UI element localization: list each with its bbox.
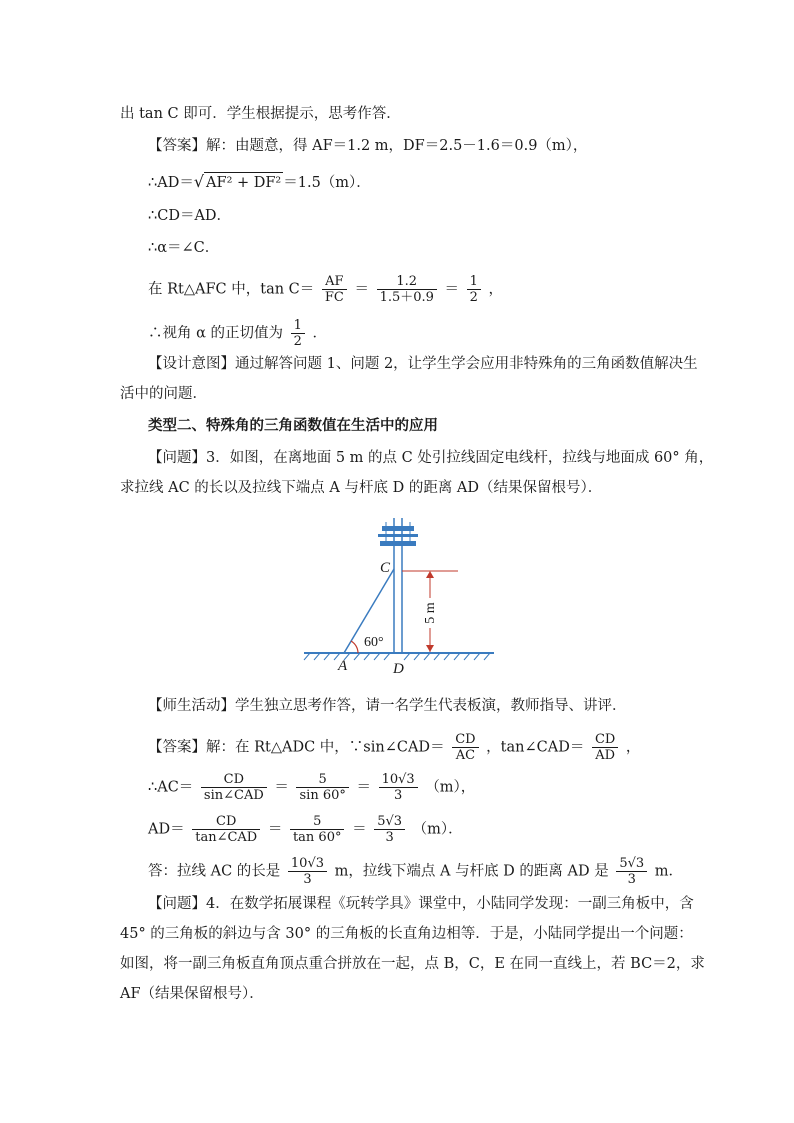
fraction: $\frac{5√3}{3}$ bbox=[374, 814, 405, 845]
formula-line: ∴α＝∠C． bbox=[148, 240, 220, 256]
fraction: $\frac{CD}{AD}$ bbox=[592, 732, 618, 763]
formula-line: ∴AD＝√ AF² + DF² ＝1.5（m）． bbox=[148, 172, 371, 191]
text-line: 求拉线 AC 的长以及拉线下端点 A 与杆底 D 的距离 AD（结果保留根号）． bbox=[120, 480, 603, 496]
text-line: 如图，将一副三角板直角顶点重合拼放在一起，点 B，C，E 在同一直线上，若 BC＝2，求 bbox=[120, 956, 705, 972]
fraction: $\frac{CD}{AC}$ bbox=[452, 732, 478, 763]
answer-label: 【答案】 bbox=[148, 138, 206, 154]
section-heading: 类型二、特殊角的三角函数值在生活中的应用 bbox=[148, 417, 438, 434]
fraction: $\frac{CD}{\text{tan∠CAD}}$ bbox=[192, 814, 260, 845]
fraction: $\frac{10√3}{3}$ bbox=[288, 856, 327, 887]
text-line: 45° 的三角板的斜边与含 30° 的三角板的长直角边相等．于是，小陆同学提出一个问题： bbox=[120, 926, 693, 942]
fraction: $\frac{1.2}{1.5+0.9}$ bbox=[377, 274, 437, 305]
fraction: $\frac{5}{\tan 60^\circ}$ bbox=[290, 814, 345, 845]
text-line: AF（结果保留根号）． bbox=[120, 986, 264, 1002]
formula-line: 在 Rt△AFC 中，tan C＝ $\frac{AF}{FC}$ ＝ $\frac{1.2}{1.5+0.9}$ ＝ $\frac{1}{2}$ ， bbox=[148, 274, 504, 305]
point-d-label: D bbox=[393, 661, 404, 674]
conclusion-line: 答：拉线 AC 的长是 $\frac{10√3}{3}$ m，拉线下端点 A 与杆底 D 的距离 AD 是 $\frac{5√3}{3}$ m． bbox=[148, 856, 684, 887]
formula-line: AD＝ $\frac{CD}{\text{tan∠CAD}}$ ＝ $\frac{5}{\tan 60^\circ}$ ＝ $\frac{5√3}{3}$ （m）． bbox=[148, 814, 463, 845]
question-line: 【问题】4．在数学拓展课程《玩转学具》课堂中，小陆同学发现：一副三角板中，含 bbox=[148, 896, 694, 912]
answer-line: 【答案】解：在 Rt△ADC 中，∵sin∠CAD＝ $\frac{CD}{AC}$ ，tan∠CAD＝ $\frac{CD}{AD}$ ， bbox=[148, 732, 641, 763]
point-a-label: A bbox=[338, 658, 348, 674]
formula-line: ∴AC＝ $\frac{CD}{\text{sin∠CAD}}$ ＝ $\frac{5}{\sin 60^\circ}$ ＝ $\frac{10√3}{3}$ （m）， bbox=[148, 772, 476, 803]
formula-line: ∴CD＝AD． bbox=[148, 208, 232, 224]
fraction: $\frac{1}{2}$ bbox=[467, 274, 481, 305]
fraction: $\frac{CD}{\text{sin∠CAD}}$ bbox=[201, 772, 267, 803]
fraction: $\frac{AF}{FC}$ bbox=[322, 274, 347, 305]
angle-label: 60° bbox=[364, 635, 384, 650]
formula-line: ∴视角 α 的正切值为 $\frac{1}{2}$ ． bbox=[148, 318, 328, 349]
height-label: 5 m bbox=[423, 602, 438, 624]
fraction: $\frac{1}{2}$ bbox=[291, 318, 305, 349]
answer-line: 【答案】解：由题意，得 AF＝1.2 m，DF＝2.5－1.6＝0.9（m）， bbox=[148, 138, 588, 154]
question-line: 【问题】3．如图，在离地面 5 m 的点 C 处引拉线固定电线杆，拉线与地面成 60° 角， bbox=[148, 450, 714, 466]
fraction: $\frac{5}{\sin 60^\circ}$ bbox=[296, 772, 348, 803]
activity-line: 【师生活动】学生独立思考作答，请一名学生代表板演，教师指导、讲评． bbox=[148, 698, 627, 714]
fraction: $\frac{10√3}{3}$ bbox=[379, 772, 418, 803]
fraction: $\frac{5√3}{3}$ bbox=[616, 856, 647, 887]
text-line: 活中的问题． bbox=[120, 386, 207, 402]
pole-figure bbox=[300, 512, 500, 674]
point-c-label: C bbox=[380, 560, 391, 576]
text-line: 出 tan C 即可．学生根据提示，思考作答． bbox=[120, 106, 401, 122]
design-intent-line: 【设计意图】通过解答问题 1、问题 2，让学生学会应用非特殊角的三角函数值解决生 bbox=[148, 356, 698, 372]
